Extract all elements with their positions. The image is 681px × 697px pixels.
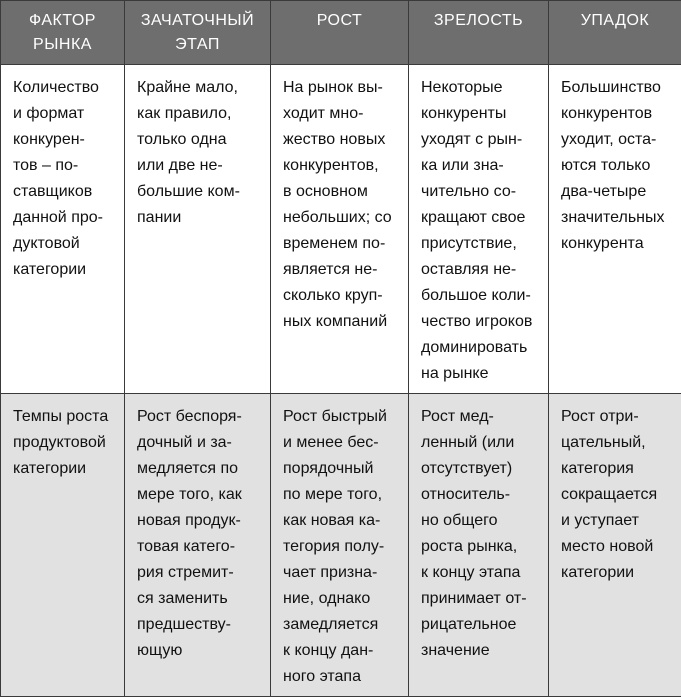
table-cell: На рынок вы- ходит мно- жество новых конкурентов, в основном небольших; со временем по- является не- сколько круп- ных компаний (271, 65, 409, 394)
table-row (1, 65, 681, 394)
table-cell: Большинство конкурентов уходит, оста- ются только два-четыре значительных конкурента (549, 65, 681, 394)
header-market-factor: ФАКТОР РЫНКА (1, 1, 125, 65)
table-cell: Темпы роста продуктовой категории (1, 394, 125, 697)
header-decline: УПАДОК (549, 1, 681, 65)
header-emerging-stage: ЗАЧАТОЧНЫЙ ЭТАП (125, 1, 271, 65)
table-cell: Крайне мало, как правило, только одна или две не- большие ком- пании (125, 65, 271, 394)
table-cell: Количество и формат конкурен- тов – по- ставщиков данной про- дуктовой категории (1, 65, 125, 394)
table-cell: Рост беспоря- дочный и за- медляется по мере того, как новая продук- товая катего- рия стремит- ся заменить предшеству- ющую (125, 394, 271, 697)
header-maturity: ЗРЕЛОСТЬ (409, 1, 549, 65)
table-cell: Рост мед- ленный (или отсутствует) относитель- но общего роста рынка, к концу этапа принимает от- рицательное значение (409, 394, 549, 697)
header-row (1, 1, 681, 65)
table-row (1, 394, 681, 697)
table-cell: Рост быстрый и менее бес- порядочный по мере того, как новая ка- тегория полу- чает призна- ние, однако замедляется к концу дан- ного этапа (271, 394, 409, 697)
table-cell: Некоторые конкуренты уходят с рын- ка или зна- чительно со- кращают свое присутствие, оставляя не- большое коли- чество игроков доминировать на рынке (409, 65, 549, 394)
header-growth: РОСТ (271, 1, 409, 65)
table-cell: Рост отри- цательный, категория сокращается и уступает место новой категории (549, 394, 681, 697)
